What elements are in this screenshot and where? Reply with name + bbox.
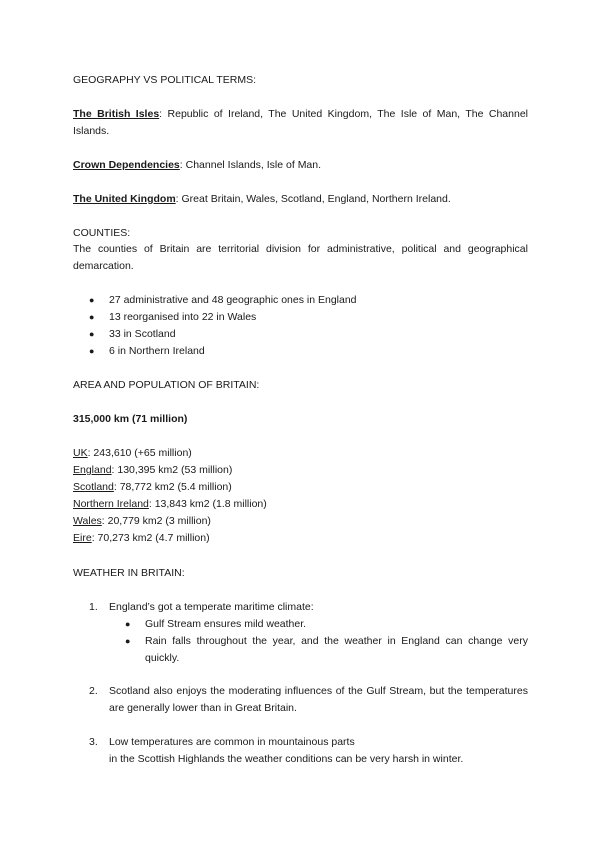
list-item: ● 6 in Northern Ireland	[73, 343, 528, 360]
weather-item-1	[73, 599, 528, 667]
term-sep: :	[159, 108, 168, 120]
counties-heading: COUNTIES:	[73, 227, 131, 239]
area-value: : 13,843 km2 (1.8 million)	[148, 498, 267, 510]
list-item: ● Gulf Stream ensures mild weather.	[109, 616, 528, 633]
area-name: England	[73, 464, 112, 476]
area-row	[73, 462, 528, 479]
weather-heading: WEATHER IN BRITAIN:	[73, 567, 185, 579]
weather-item-3	[73, 734, 528, 768]
area-name: Eire	[73, 532, 92, 544]
term-sep: :	[175, 193, 182, 205]
area-value: : 70,273 km2 (4.7 million)	[91, 532, 210, 544]
area-name: Northern Ireland	[73, 498, 149, 510]
term-definition: Channel Islands, Isle of Man.	[185, 159, 322, 171]
term-label: Crown Dependencies	[73, 159, 180, 171]
item-text: England’s got a temperate maritime climate:	[109, 601, 314, 613]
area-name: Scotland	[73, 481, 114, 493]
list-item: ● 33 in Scotland	[73, 326, 528, 343]
area-name: Wales	[73, 515, 102, 527]
term-label: The British Isles	[73, 108, 160, 120]
list-item: ● Rain falls throughout the year, and the weather in England can change very quickly.	[109, 633, 528, 667]
counties-text: The counties of Britain are territorial division for administrative, political and geographical demarcation.	[73, 243, 528, 272]
area-value: : 130,395 km2 (53 million)	[111, 464, 233, 476]
item-text: Scotland also enjoys the moderating influences of the Gulf Stream, but the temperatures are generally lower than in Great Britain.	[109, 685, 528, 714]
term-british-isles	[73, 106, 528, 140]
area-heading: AREA AND POPULATION OF BRITAIN:	[73, 379, 260, 391]
term-definition: Republic of Ireland, The United Kingdom, The Isle of Man, The Channel Islands.	[73, 108, 528, 137]
area-row	[73, 479, 528, 496]
counties-list	[73, 292, 528, 360]
area-name: UK	[73, 447, 88, 459]
area-row	[73, 513, 528, 530]
area-value: : 78,772 km2 (5.4 million)	[113, 481, 232, 493]
term-crown-dependencies	[73, 157, 528, 174]
area-row	[73, 445, 528, 462]
list-item: ● 13 reorganised into 22 in Wales	[73, 309, 528, 326]
item-number: 2.	[89, 685, 98, 697]
term-sep: :	[179, 159, 186, 171]
term-definition: Great Britain, Wales, Scotland, England, Northern Ireland.	[181, 193, 451, 205]
term-label: The United Kingdom	[73, 193, 176, 205]
item-text-line: Low temperatures are common in mountainous parts	[109, 736, 355, 748]
item-number: 1.	[89, 601, 98, 613]
area-value: : 20,779 km2 (3 million)	[101, 515, 211, 527]
item-text-line: in the Scottish Highlands the weather conditions can be very harsh in winter.	[109, 753, 464, 765]
geo-heading: GEOGRAPHY VS POLITICAL TERMS:	[73, 74, 257, 86]
area-row	[73, 496, 528, 513]
area-total: 315,000 km (71 million)	[73, 413, 188, 425]
item-number: 3.	[89, 736, 98, 748]
weather-item-2	[73, 683, 528, 717]
list-item: ● 27 administrative and 48 geographic ones in England	[73, 292, 528, 309]
area-value: : 243,610 (+65 million)	[87, 447, 192, 459]
term-united-kingdom	[73, 191, 528, 208]
area-list	[73, 445, 528, 547]
area-row	[73, 530, 528, 547]
